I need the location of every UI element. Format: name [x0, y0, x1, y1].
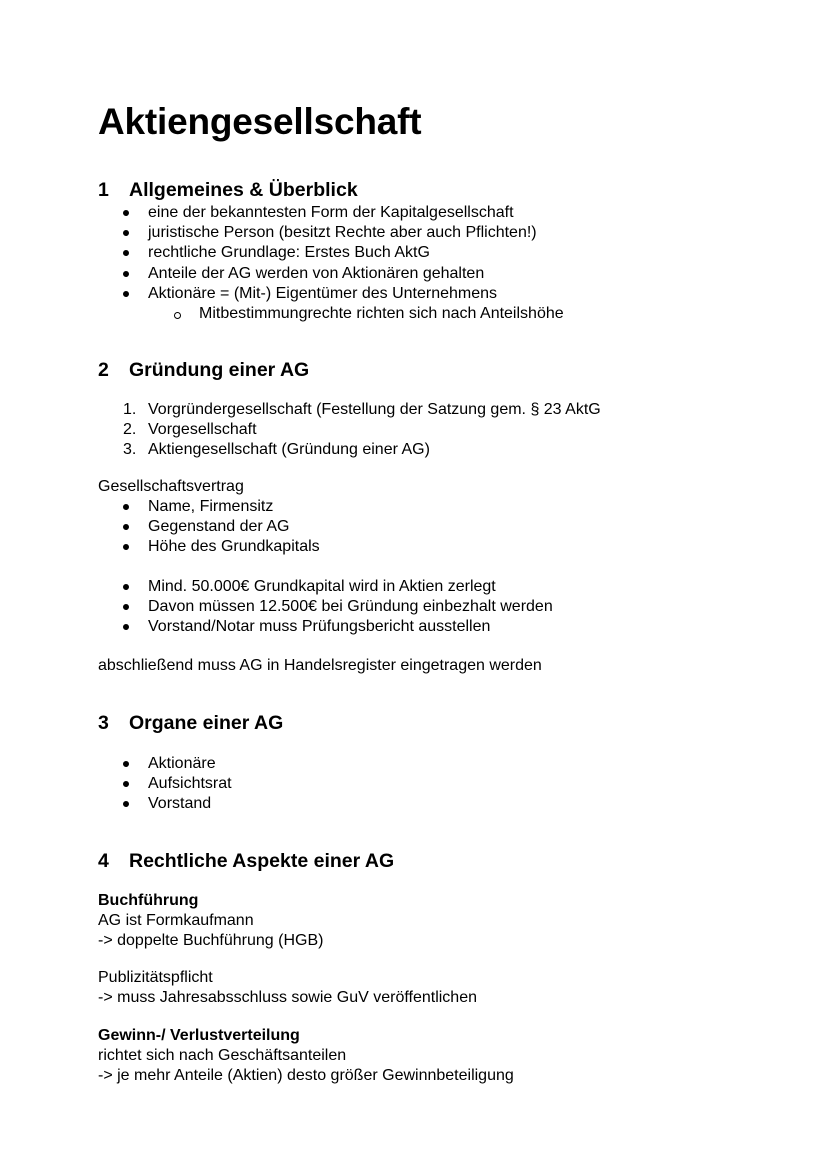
list-item: juristische Person (besitzt Rechte aber auch Pflichten!)	[120, 223, 537, 243]
profit-line: richtet sich nach Geschäftsanteilen	[98, 1047, 347, 1064]
list-item: Mind. 50.000€ Grundkapital wird in Aktien zerlegt	[120, 577, 553, 597]
list-item: Vorstand	[120, 794, 232, 814]
step-number: 2.	[123, 421, 137, 439]
bookkeeping-line: -> doppelte Buchführung (HGB)	[98, 932, 324, 949]
closing-text: abschließend muss AG in Handelsregister eingetragen werden	[98, 657, 542, 674]
list-item: Höhe des Grundkapitals	[120, 537, 320, 557]
list-item: rechtliche Grundlage: Erstes Buch AktG	[120, 243, 537, 263]
section-3-heading	[98, 711, 283, 735]
list-item	[120, 420, 601, 440]
section-number: 2	[98, 359, 109, 381]
list-item: eine der bekanntesten Form der Kapitalgesellschaft	[120, 203, 537, 223]
bookkeeping-label: Buchführung	[98, 892, 199, 909]
list-item: Vorstand/Notar muss Prüfungsbericht ausstellen	[120, 617, 553, 637]
document-title: Aktiengesellschaft	[98, 101, 422, 142]
section-2-heading	[98, 358, 309, 382]
bookkeeping-line: AG ist Formkaufmann	[98, 912, 254, 929]
list-item: Gegenstand der AG	[120, 517, 320, 537]
profit-label: Gewinn-/ Verlustverteilung	[98, 1027, 300, 1044]
section-title: Allgemeines & Überblick	[129, 179, 358, 201]
section-1-heading	[98, 178, 358, 202]
list-item: Davon müssen 12.500€ bei Gründung einbezhalt werden	[120, 597, 553, 617]
section-number: 1	[98, 179, 109, 201]
step-number: 3.	[123, 441, 137, 459]
list-item	[120, 440, 601, 460]
list-item: Anteile der AG werden von Aktionären gehalten	[120, 264, 537, 284]
list-item: Name, Firmensitz	[120, 497, 320, 517]
step-text: Aktiengesellschaft (Gründung einer AG)	[148, 441, 430, 459]
section-title: Gründung einer AG	[129, 359, 310, 381]
step-text: Vorgründergesellschaft (Festellung der Satzung gem. § 23 AktG	[148, 401, 601, 418]
publicity-label: Publizitätspflicht	[98, 969, 213, 986]
section-number: 4	[98, 850, 109, 872]
profit-line: -> je mehr Anteile (Aktien) desto größer Gewinnbeteiligung	[98, 1067, 514, 1084]
sub-list-item: Mitbestimmungrechte richten sich nach Anteilshöhe	[172, 304, 564, 324]
section-number: 3	[98, 712, 109, 734]
founding-steps-list	[120, 400, 601, 461]
step-text: Vorgesellschaft	[148, 421, 257, 439]
list-item	[120, 400, 601, 420]
step-number: 1.	[123, 401, 137, 418]
list-item: Aktionäre	[120, 754, 232, 774]
section-1-sub-list	[172, 304, 564, 324]
list-item: Aufsichtsrat	[120, 774, 232, 794]
section-title: Organe einer AG	[129, 712, 284, 734]
publicity-line: -> muss Jahresabsschluss sowie GuV veröffentlichen	[98, 989, 477, 1006]
section-4-heading	[98, 849, 394, 873]
section-1-bullet-list	[120, 203, 537, 304]
section-title: Rechtliche Aspekte einer AG	[129, 850, 395, 872]
contract-label: Gesellschaftsvertrag	[98, 478, 244, 495]
capital-items-list	[120, 577, 553, 638]
list-item: Aktionäre = (Mit-) Eigentümer des Unternehmens	[120, 284, 537, 304]
contract-items-list	[120, 497, 320, 558]
organs-list	[120, 754, 232, 815]
